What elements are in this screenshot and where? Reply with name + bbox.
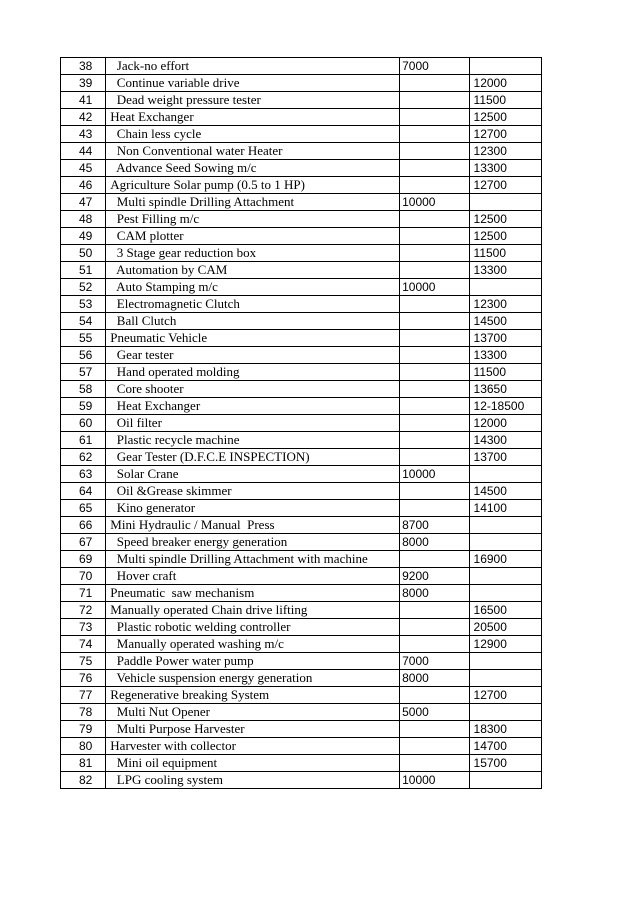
- price-column-1-cell: [400, 92, 469, 109]
- price-column-1-cell: [400, 551, 469, 568]
- price-column-1-cell: [400, 755, 469, 772]
- row-number-cell: 82: [61, 772, 106, 789]
- row-number-cell: 70: [61, 568, 106, 585]
- price-column-1-cell: [400, 483, 469, 500]
- item-description-cell: Plastic robotic welding controller: [106, 619, 400, 636]
- item-description-cell: Multi Nut Opener: [106, 704, 400, 721]
- table-row: [61, 415, 542, 432]
- item-description-cell: Oil &Grease skimmer: [106, 483, 400, 500]
- price-column-2-cell: [469, 534, 541, 551]
- table-row: [61, 738, 542, 755]
- price-column-1-cell: [400, 636, 469, 653]
- price-column-1-cell: [400, 296, 469, 313]
- row-number-cell: 38: [61, 58, 106, 75]
- price-column-2-cell: [469, 58, 541, 75]
- row-number-cell: 41: [61, 92, 106, 109]
- price-column-2-cell: 13700: [469, 449, 541, 466]
- table-row: [61, 194, 542, 211]
- row-number-cell: 60: [61, 415, 106, 432]
- price-column-1-cell: [400, 143, 469, 160]
- table-row: [61, 143, 542, 160]
- item-description-cell: Mini Hydraulic / Manual Press: [106, 517, 400, 534]
- price-column-2-cell: 12300: [469, 296, 541, 313]
- table-row: [61, 466, 542, 483]
- table-row: [61, 500, 542, 517]
- price-column-1-cell: [400, 160, 469, 177]
- price-column-1-cell: [400, 432, 469, 449]
- table-row: [61, 381, 542, 398]
- item-description-cell: Paddle Power water pump: [106, 653, 400, 670]
- price-column-1-cell: 7000: [400, 653, 469, 670]
- row-number-cell: 56: [61, 347, 106, 364]
- price-column-1-cell: [400, 126, 469, 143]
- item-description-cell: Gear tester: [106, 347, 400, 364]
- item-description-cell: Mini oil equipment: [106, 755, 400, 772]
- project-price-table: [60, 57, 542, 789]
- table-row: [61, 517, 542, 534]
- price-column-2-cell: 12-18500: [469, 398, 541, 415]
- price-column-1-cell: 10000: [400, 772, 469, 789]
- price-column-2-cell: 18300: [469, 721, 541, 738]
- price-column-2-cell: 14100: [469, 500, 541, 517]
- price-column-2-cell: 12900: [469, 636, 541, 653]
- row-number-cell: 79: [61, 721, 106, 738]
- price-column-2-cell: 20500: [469, 619, 541, 636]
- item-description-cell: Heat Exchanger: [106, 109, 400, 126]
- row-number-cell: 43: [61, 126, 106, 143]
- price-column-1-cell: 8000: [400, 670, 469, 687]
- table-row: [61, 653, 542, 670]
- item-description-cell: Auto Stamping m/c: [106, 279, 400, 296]
- price-column-2-cell: 12000: [469, 415, 541, 432]
- price-column-2-cell: [469, 670, 541, 687]
- item-description-cell: Oil filter: [106, 415, 400, 432]
- item-description-cell: Speed breaker energy generation: [106, 534, 400, 551]
- price-column-2-cell: 13300: [469, 160, 541, 177]
- price-column-2-cell: 13300: [469, 262, 541, 279]
- price-column-2-cell: 12500: [469, 228, 541, 245]
- price-column-1-cell: 7000: [400, 58, 469, 75]
- row-number-cell: 74: [61, 636, 106, 653]
- table-row: [61, 228, 542, 245]
- price-column-1-cell: [400, 602, 469, 619]
- row-number-cell: 51: [61, 262, 106, 279]
- item-description-cell: Vehicle suspension energy generation: [106, 670, 400, 687]
- row-number-cell: 49: [61, 228, 106, 245]
- price-column-2-cell: 11500: [469, 364, 541, 381]
- table-row: [61, 755, 542, 772]
- table-row: [61, 313, 542, 330]
- item-description-cell: Manually operated Chain drive lifting: [106, 602, 400, 619]
- row-number-cell: 80: [61, 738, 106, 755]
- price-column-2-cell: 12300: [469, 143, 541, 160]
- table-row: [61, 432, 542, 449]
- price-column-2-cell: [469, 466, 541, 483]
- item-description-cell: Non Conventional water Heater: [106, 143, 400, 160]
- item-description-cell: Gear Tester (D.F.C.E INSPECTION): [106, 449, 400, 466]
- price-column-1-cell: 10000: [400, 466, 469, 483]
- row-number-cell: 65: [61, 500, 106, 517]
- price-column-1-cell: [400, 245, 469, 262]
- price-column-1-cell: 8000: [400, 585, 469, 602]
- item-description-cell: Core shooter: [106, 381, 400, 398]
- price-column-1-cell: [400, 687, 469, 704]
- item-description-cell: LPG cooling system: [106, 772, 400, 789]
- item-description-cell: Solar Crane: [106, 466, 400, 483]
- price-column-1-cell: [400, 211, 469, 228]
- price-column-1-cell: [400, 313, 469, 330]
- price-column-1-cell: [400, 347, 469, 364]
- price-column-1-cell: [400, 262, 469, 279]
- item-description-cell: CAM plotter: [106, 228, 400, 245]
- price-column-2-cell: 13650: [469, 381, 541, 398]
- price-column-1-cell: 9200: [400, 568, 469, 585]
- table-row: [61, 449, 542, 466]
- row-number-cell: 47: [61, 194, 106, 211]
- table-row: [61, 619, 542, 636]
- price-column-2-cell: [469, 704, 541, 721]
- table-row: [61, 670, 542, 687]
- price-column-1-cell: 8000: [400, 534, 469, 551]
- item-description-cell: Pneumatic Vehicle: [106, 330, 400, 347]
- price-column-1-cell: [400, 177, 469, 194]
- row-number-cell: 61: [61, 432, 106, 449]
- price-column-2-cell: 12700: [469, 687, 541, 704]
- table-row: [61, 585, 542, 602]
- price-column-2-cell: [469, 568, 541, 585]
- table-row: [61, 398, 542, 415]
- table-row: [61, 551, 542, 568]
- item-description-cell: Agriculture Solar pump (0.5 to 1 HP): [106, 177, 400, 194]
- row-number-cell: 69: [61, 551, 106, 568]
- price-column-2-cell: [469, 194, 541, 211]
- row-number-cell: 76: [61, 670, 106, 687]
- row-number-cell: 75: [61, 653, 106, 670]
- item-description-cell: Ball Clutch: [106, 313, 400, 330]
- row-number-cell: 77: [61, 687, 106, 704]
- item-description-cell: Advance Seed Sowing m/c: [106, 160, 400, 177]
- row-number-cell: 45: [61, 160, 106, 177]
- price-column-2-cell: 12500: [469, 109, 541, 126]
- item-description-cell: Pneumatic saw mechanism: [106, 585, 400, 602]
- row-number-cell: 71: [61, 585, 106, 602]
- item-description-cell: Pest Filling m/c: [106, 211, 400, 228]
- item-description-cell: Electromagnetic Clutch: [106, 296, 400, 313]
- table-row: [61, 636, 542, 653]
- table-body: [61, 58, 542, 789]
- row-number-cell: 39: [61, 75, 106, 92]
- price-column-2-cell: 12700: [469, 126, 541, 143]
- table-row: [61, 245, 542, 262]
- price-column-1-cell: [400, 398, 469, 415]
- price-column-1-cell: [400, 449, 469, 466]
- item-description-cell: Jack-no effort: [106, 58, 400, 75]
- price-column-2-cell: 13700: [469, 330, 541, 347]
- item-description-cell: Hand operated molding: [106, 364, 400, 381]
- row-number-cell: 50: [61, 245, 106, 262]
- row-number-cell: 52: [61, 279, 106, 296]
- item-description-cell: Harvester with collector: [106, 738, 400, 755]
- price-column-1-cell: [400, 415, 469, 432]
- item-description-cell: Regenerative breaking System: [106, 687, 400, 704]
- price-column-1-cell: [400, 364, 469, 381]
- item-description-cell: Chain less cycle: [106, 126, 400, 143]
- table-row: [61, 75, 542, 92]
- item-description-cell: Multi spindle Drilling Attachment with machine: [106, 551, 400, 568]
- row-number-cell: 64: [61, 483, 106, 500]
- row-number-cell: 44: [61, 143, 106, 160]
- price-column-2-cell: [469, 517, 541, 534]
- table-row: [61, 92, 542, 109]
- price-column-2-cell: [469, 772, 541, 789]
- price-column-2-cell: 14700: [469, 738, 541, 755]
- table-row: [61, 483, 542, 500]
- item-description-cell: Hover craft: [106, 568, 400, 585]
- table-row: [61, 109, 542, 126]
- table-row: [61, 177, 542, 194]
- price-column-1-cell: [400, 75, 469, 92]
- table-row: [61, 160, 542, 177]
- item-description-cell: Multi spindle Drilling Attachment: [106, 194, 400, 211]
- item-description-cell: Continue variable drive: [106, 75, 400, 92]
- price-column-1-cell: 5000: [400, 704, 469, 721]
- price-column-1-cell: [400, 619, 469, 636]
- item-description-cell: Automation by CAM: [106, 262, 400, 279]
- table-row: [61, 347, 542, 364]
- row-number-cell: 62: [61, 449, 106, 466]
- table-row: [61, 262, 542, 279]
- table-row: [61, 772, 542, 789]
- table-row: [61, 58, 542, 75]
- row-number-cell: 72: [61, 602, 106, 619]
- price-column-2-cell: [469, 585, 541, 602]
- price-column-1-cell: [400, 381, 469, 398]
- row-number-cell: 48: [61, 211, 106, 228]
- price-column-1-cell: [400, 109, 469, 126]
- price-column-1-cell: [400, 721, 469, 738]
- table-row: [61, 602, 542, 619]
- table-row: [61, 568, 542, 585]
- row-number-cell: 59: [61, 398, 106, 415]
- price-column-2-cell: 15700: [469, 755, 541, 772]
- table-row: [61, 126, 542, 143]
- price-column-2-cell: [469, 279, 541, 296]
- row-number-cell: 54: [61, 313, 106, 330]
- price-column-1-cell: 10000: [400, 194, 469, 211]
- price-column-1-cell: [400, 500, 469, 517]
- row-number-cell: 46: [61, 177, 106, 194]
- row-number-cell: 53: [61, 296, 106, 313]
- price-column-2-cell: 11500: [469, 245, 541, 262]
- price-column-2-cell: 12700: [469, 177, 541, 194]
- price-column-2-cell: 12000: [469, 75, 541, 92]
- price-column-2-cell: 13300: [469, 347, 541, 364]
- price-column-1-cell: [400, 738, 469, 755]
- item-description-cell: Kino generator: [106, 500, 400, 517]
- table-row: [61, 534, 542, 551]
- item-description-cell: 3 Stage gear reduction box: [106, 245, 400, 262]
- table-row: [61, 687, 542, 704]
- item-description-cell: Plastic recycle machine: [106, 432, 400, 449]
- price-column-2-cell: 14500: [469, 313, 541, 330]
- table-row: [61, 211, 542, 228]
- item-description-cell: Dead weight pressure tester: [106, 92, 400, 109]
- price-column-2-cell: 14300: [469, 432, 541, 449]
- table-row: [61, 721, 542, 738]
- price-column-2-cell: 11500: [469, 92, 541, 109]
- price-column-1-cell: [400, 228, 469, 245]
- row-number-cell: 78: [61, 704, 106, 721]
- price-column-2-cell: 16500: [469, 602, 541, 619]
- price-column-2-cell: 12500: [469, 211, 541, 228]
- row-number-cell: 63: [61, 466, 106, 483]
- item-description-cell: Multi Purpose Harvester: [106, 721, 400, 738]
- price-column-1-cell: 10000: [400, 279, 469, 296]
- row-number-cell: 66: [61, 517, 106, 534]
- row-number-cell: 55: [61, 330, 106, 347]
- price-column-1-cell: 8700: [400, 517, 469, 534]
- table-row: [61, 296, 542, 313]
- table-row: [61, 330, 542, 347]
- table-row: [61, 704, 542, 721]
- item-description-cell: Heat Exchanger: [106, 398, 400, 415]
- price-column-1-cell: [400, 330, 469, 347]
- row-number-cell: 58: [61, 381, 106, 398]
- price-column-2-cell: 14500: [469, 483, 541, 500]
- item-description-cell: Manually operated washing m/c: [106, 636, 400, 653]
- price-column-2-cell: 16900: [469, 551, 541, 568]
- row-number-cell: 42: [61, 109, 106, 126]
- row-number-cell: 57: [61, 364, 106, 381]
- row-number-cell: 67: [61, 534, 106, 551]
- row-number-cell: 81: [61, 755, 106, 772]
- price-column-2-cell: [469, 653, 541, 670]
- table-row: [61, 279, 542, 296]
- row-number-cell: 73: [61, 619, 106, 636]
- table-row: [61, 364, 542, 381]
